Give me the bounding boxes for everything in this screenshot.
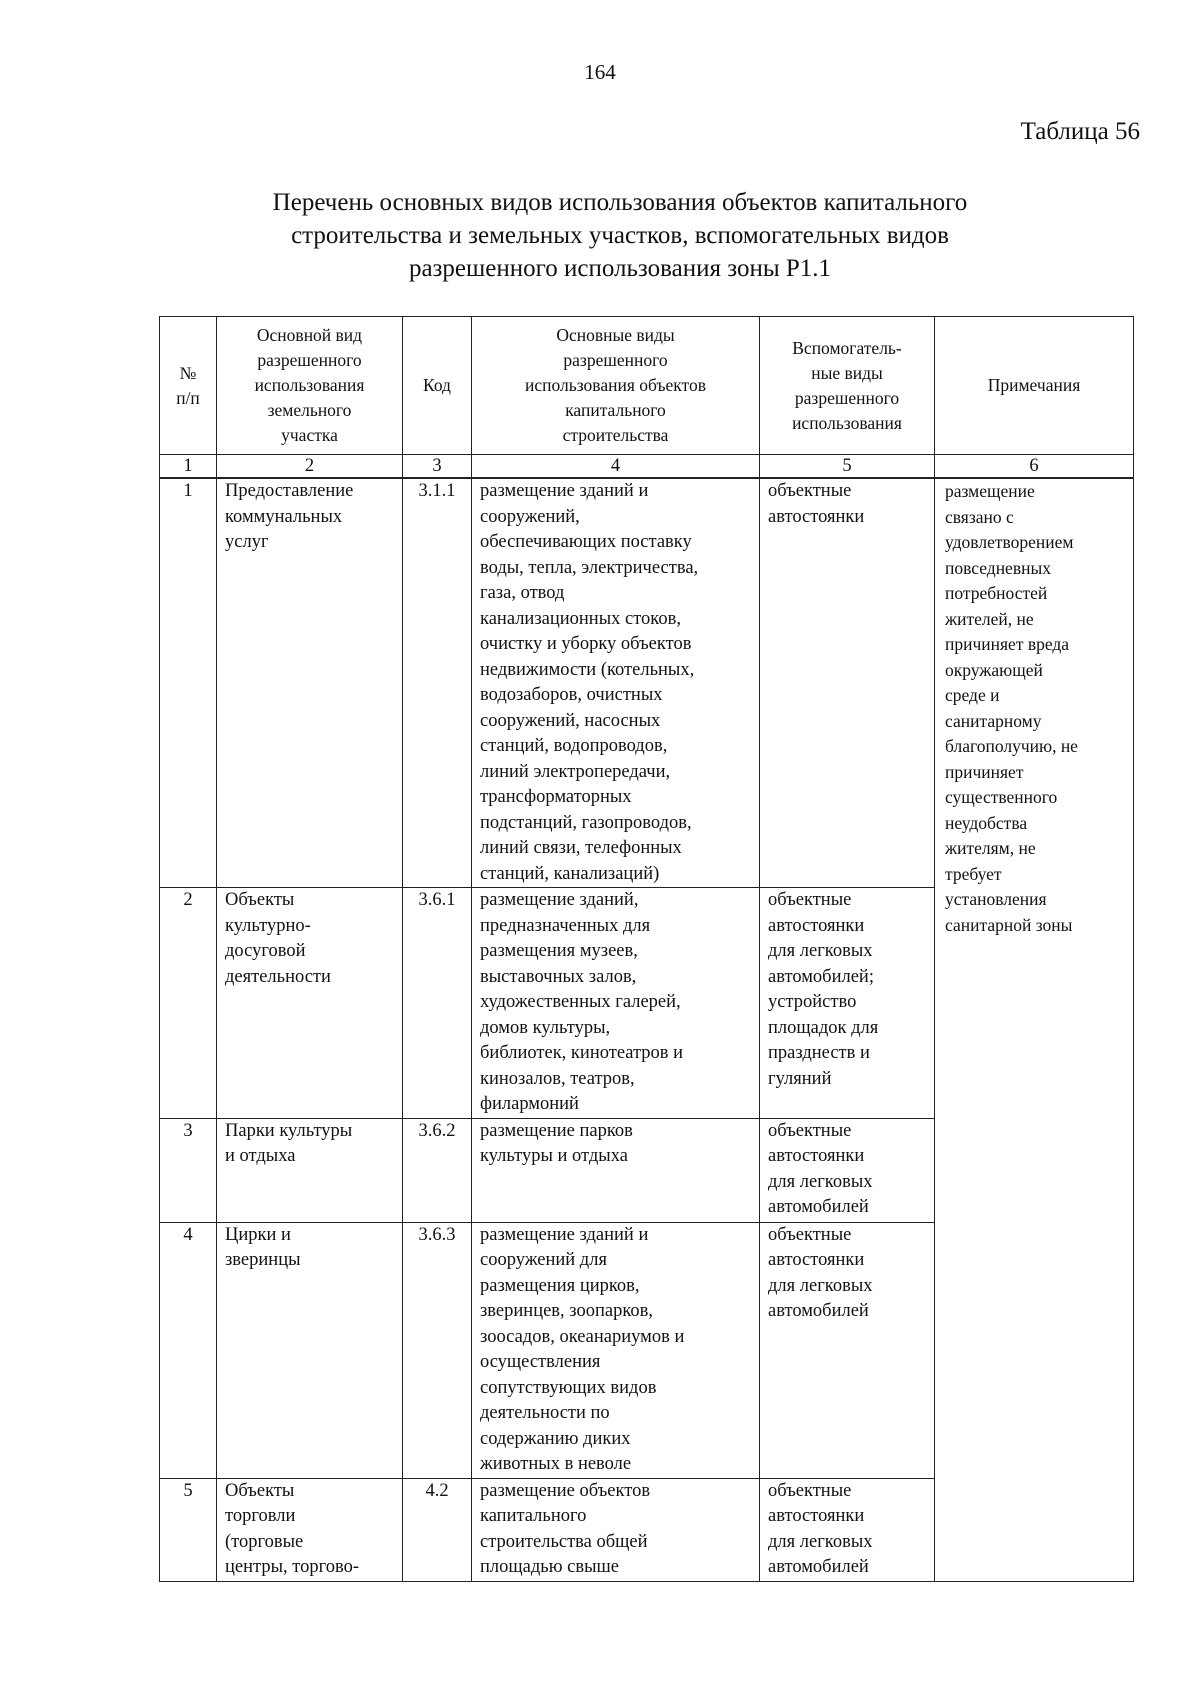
cell-line: деятельности по bbox=[480, 1403, 610, 1423]
cell-line: сопутствующих видов bbox=[480, 1377, 657, 1398]
cell-line: автомобилей bbox=[768, 1197, 869, 1217]
auxiliary-use bbox=[760, 888, 935, 1119]
cell-line: зверинцев, зоопарков, bbox=[480, 1301, 654, 1321]
column-number: 6 bbox=[935, 455, 1134, 479]
cell-line: размещение объектов bbox=[480, 1480, 651, 1501]
cell-line: зверинцы bbox=[225, 1250, 301, 1270]
cell-line: земельного bbox=[267, 400, 352, 420]
cell-line: существенного bbox=[945, 787, 1058, 807]
auxiliary-use bbox=[760, 1478, 935, 1581]
cell-line: автомобилей bbox=[768, 1301, 869, 1321]
cell-line: повседневных bbox=[945, 557, 1051, 578]
cell-line: объектные bbox=[768, 1480, 852, 1501]
title-line: Перечень основных видов использования объектов капитального bbox=[272, 189, 968, 216]
column-number: 5 bbox=[760, 455, 935, 479]
cell-line: автостоянки bbox=[768, 1506, 865, 1526]
cell-line: коммунальных bbox=[225, 506, 343, 527]
cell-line: для легковых bbox=[768, 1275, 873, 1296]
cell-line: причиняет вреда bbox=[945, 634, 1070, 654]
column-number: 4 bbox=[472, 455, 760, 479]
cell-line: установления bbox=[945, 889, 1047, 909]
row-number: 1 bbox=[160, 478, 217, 888]
row-number: 2 bbox=[160, 888, 217, 1119]
column-number-row bbox=[160, 455, 1134, 479]
header-capital-use bbox=[472, 317, 760, 455]
cell-line: Основной вид bbox=[256, 325, 363, 345]
row-number: 3 bbox=[160, 1118, 217, 1222]
cell-line: Основные виды bbox=[556, 325, 675, 345]
use-code: 3.6.2 bbox=[403, 1118, 472, 1222]
header-code: Код bbox=[403, 317, 472, 455]
cell-line: досуговой bbox=[225, 941, 306, 961]
cell-line: удовлетворением bbox=[945, 532, 1074, 552]
table-label: Таблица 56 bbox=[1020, 118, 1140, 145]
cell-line: деятельности bbox=[225, 966, 331, 987]
cell-line: услуг bbox=[225, 532, 269, 552]
cell-line: окружающей bbox=[945, 659, 1043, 680]
cell-line: размещения музеев, bbox=[480, 941, 638, 961]
cell-line: автостоянки bbox=[768, 506, 865, 527]
cell-line: автомобилей; bbox=[768, 966, 874, 987]
cell-line: разрешенного bbox=[794, 387, 900, 408]
header-notes: Примечания bbox=[935, 317, 1134, 455]
cell-line: для легковых bbox=[768, 1171, 873, 1192]
cell-line: Объекты bbox=[225, 1480, 295, 1501]
cell-line: участка bbox=[281, 425, 338, 445]
cell-line: Предоставление bbox=[225, 481, 354, 501]
cell-line: разрешенного bbox=[257, 350, 362, 370]
cell-line: объектные bbox=[768, 1224, 852, 1245]
capital-use-description bbox=[472, 888, 760, 1119]
column-number: 2 bbox=[217, 455, 403, 479]
cell-line: капитального bbox=[480, 1506, 587, 1526]
cell-line: устройство bbox=[768, 992, 857, 1012]
cell-line: площадок для bbox=[768, 1017, 879, 1038]
land-use-type bbox=[217, 1118, 403, 1222]
cell-line: размещение зданий и bbox=[480, 1224, 649, 1245]
header-auxiliary bbox=[760, 317, 935, 455]
use-code: 3.1.1 bbox=[403, 478, 472, 888]
cell-line: использования bbox=[792, 412, 902, 433]
land-use-type bbox=[217, 478, 403, 888]
cell-line: животных в неволе bbox=[480, 1454, 632, 1474]
use-code: 3.6.3 bbox=[403, 1222, 472, 1478]
cell-line: линий связи, телефонных bbox=[480, 838, 682, 858]
cell-line: культурно- bbox=[225, 915, 311, 936]
cell-line: осуществления bbox=[480, 1352, 601, 1372]
cell-line: автостоянки bbox=[768, 1146, 865, 1166]
cell-line: потребностей bbox=[945, 583, 1048, 603]
cell-line: сооружений, bbox=[480, 506, 580, 527]
cell-line: размещение зданий, bbox=[480, 890, 639, 910]
cell-line: п/п bbox=[176, 387, 200, 408]
cell-line: домов культуры, bbox=[480, 1017, 611, 1038]
cell-line: неудобства bbox=[945, 812, 1028, 833]
cell-line: кинозалов, театров, bbox=[480, 1068, 635, 1089]
cell-line: среде и bbox=[945, 685, 1000, 705]
row-number: 4 bbox=[160, 1222, 217, 1478]
table-row bbox=[160, 478, 1134, 888]
cell-line: причиняет bbox=[945, 761, 1024, 782]
cell-line: для легковых bbox=[768, 941, 873, 961]
row-number: 5 bbox=[160, 1478, 217, 1581]
capital-use-description bbox=[472, 478, 760, 888]
cell-line: подстанций, газопроводов, bbox=[480, 812, 692, 833]
cell-line: размещение зданий и bbox=[480, 481, 649, 501]
notes-cell bbox=[935, 478, 1134, 1581]
cell-line: благополучию, не bbox=[945, 736, 1078, 756]
cell-line: санитарной зоны bbox=[945, 914, 1073, 935]
land-use-type bbox=[217, 888, 403, 1119]
land-use-type bbox=[217, 1478, 403, 1581]
document-title bbox=[170, 186, 1070, 285]
cell-line: размещения цирков, bbox=[480, 1275, 640, 1296]
cell-line: художественных галерей, bbox=[480, 992, 681, 1012]
page-number: 164 bbox=[584, 60, 616, 84]
cell-line: жителям, не bbox=[945, 838, 1036, 858]
cell-line: предназначенных для bbox=[480, 915, 651, 936]
cell-line: и отдыха bbox=[225, 1146, 296, 1166]
cell-line: культуры и отдыха bbox=[480, 1146, 628, 1166]
cell-line: санитарному bbox=[945, 710, 1042, 731]
cell-line: библиотек, кинотеатров и bbox=[480, 1043, 684, 1063]
cell-line: газа, отвод bbox=[480, 583, 565, 603]
cell-line: сооружений для bbox=[480, 1250, 607, 1270]
cell-line: использования bbox=[254, 375, 365, 395]
cell-line: воды, тепла, электричества, bbox=[480, 557, 699, 578]
cell-line: размещение парков bbox=[480, 1120, 633, 1141]
cell-line: автостоянки bbox=[768, 1250, 865, 1270]
land-use-table bbox=[159, 316, 1134, 1582]
cell-line: для легковых bbox=[768, 1531, 873, 1552]
cell-line: № bbox=[179, 362, 197, 383]
auxiliary-use bbox=[760, 1118, 935, 1222]
table-header-row bbox=[160, 317, 1134, 455]
cell-line: Объекты bbox=[225, 890, 295, 910]
cell-line: автостоянки bbox=[768, 915, 865, 936]
cell-line: использования объектов bbox=[525, 375, 706, 395]
cell-line: центры, торгово- bbox=[225, 1557, 359, 1577]
header-num bbox=[160, 317, 217, 455]
cell-line: канализационных стоков, bbox=[480, 608, 681, 629]
cell-line: объектные bbox=[768, 481, 852, 501]
capital-use-description bbox=[472, 1118, 760, 1222]
cell-line: жителей, не bbox=[945, 608, 1034, 629]
cell-line: станций, канализаций) bbox=[480, 863, 660, 884]
title-line: строительства и земельных участков, вспомогательных видов bbox=[291, 222, 949, 249]
auxiliary-use bbox=[760, 1222, 935, 1478]
cell-line: Вспомогатель- bbox=[792, 337, 902, 358]
cell-line: требует bbox=[945, 863, 1002, 884]
column-number: 1 bbox=[160, 455, 217, 479]
cell-line: выставочных залов, bbox=[480, 966, 637, 987]
cell-line: обеспечивающих поставку bbox=[480, 532, 692, 552]
cell-line: капитального bbox=[565, 400, 666, 420]
cell-line: связано с bbox=[945, 506, 1014, 527]
use-code: 4.2 bbox=[403, 1478, 472, 1581]
cell-line: сооружений, насосных bbox=[480, 710, 661, 731]
column-number: 3 bbox=[403, 455, 472, 479]
cell-line: трансформаторных bbox=[480, 787, 632, 807]
capital-use-description bbox=[472, 1478, 760, 1581]
cell-line: недвижимости (котельных, bbox=[480, 659, 695, 680]
header-land-use bbox=[217, 317, 403, 455]
auxiliary-use bbox=[760, 478, 935, 888]
cell-line: строительства bbox=[562, 425, 669, 445]
cell-line: площадью свыше bbox=[480, 1557, 619, 1577]
cell-line: объектные bbox=[768, 1120, 852, 1141]
cell-line: водозаборов, очистных bbox=[480, 685, 663, 705]
cell-line: размещение bbox=[945, 481, 1035, 501]
title-line: разрешенного использования зоны Р1.1 bbox=[408, 255, 832, 282]
cell-line: празднеств и bbox=[768, 1043, 870, 1063]
cell-line: торговли bbox=[225, 1506, 296, 1526]
cell-line: разрешенного bbox=[563, 350, 668, 370]
cell-line: строительства общей bbox=[480, 1531, 648, 1552]
land-use-type bbox=[217, 1222, 403, 1478]
cell-line: зоосадов, океанариумов и bbox=[480, 1326, 685, 1347]
cell-line: содержанию диких bbox=[480, 1428, 631, 1449]
cell-line: гуляний bbox=[768, 1068, 832, 1089]
cell-line: линий электропередачи, bbox=[480, 761, 671, 782]
cell-line: ные виды bbox=[811, 362, 883, 383]
cell-line: (торговые bbox=[225, 1531, 304, 1552]
cell-line: автомобилей bbox=[768, 1557, 869, 1577]
capital-use-description bbox=[472, 1222, 760, 1478]
cell-line: станций, водопроводов, bbox=[480, 736, 668, 756]
cell-line: Цирки и bbox=[225, 1224, 291, 1245]
cell-line: очистку и уборку объектов bbox=[480, 634, 692, 654]
cell-line: Парки культуры bbox=[225, 1120, 353, 1141]
cell-line: объектные bbox=[768, 890, 852, 910]
use-code: 3.6.1 bbox=[403, 888, 472, 1119]
cell-line: филармоний bbox=[480, 1094, 579, 1114]
